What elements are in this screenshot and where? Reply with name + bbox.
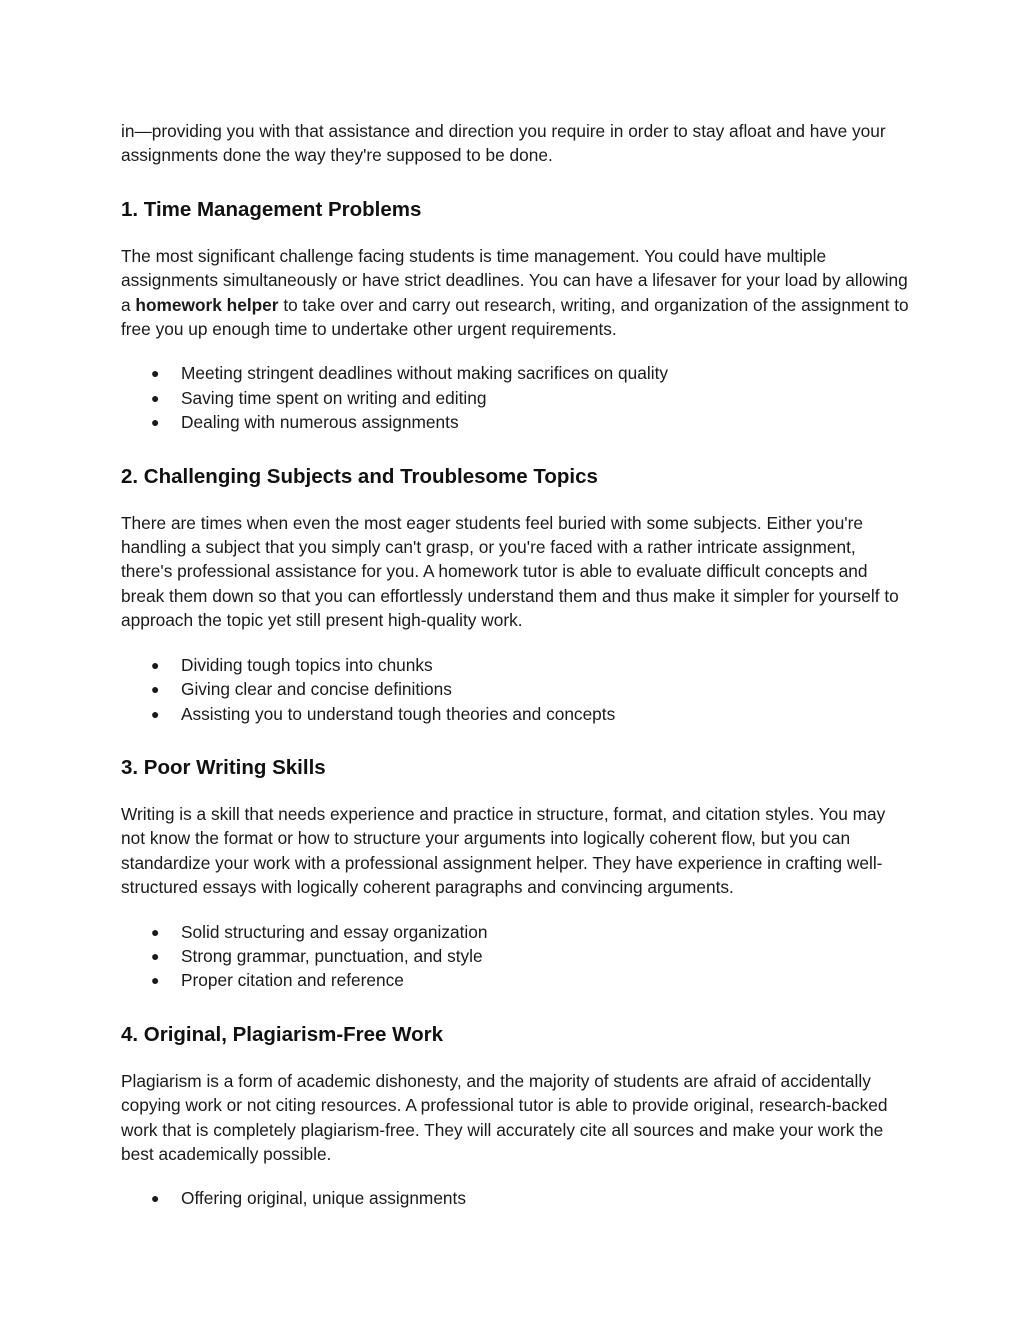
bullet-icon: ●	[151, 681, 160, 698]
bold-keyword: homework helper	[135, 294, 279, 315]
bullet-list	[121, 920, 911, 993]
section-challenging-subjects	[121, 464, 911, 726]
bullet-icon: ●	[151, 1190, 160, 1207]
list-item	[121, 968, 911, 992]
list-item-text: Solid structuring and essay organization	[181, 921, 488, 942]
paragraph-text: to take over and carry out research, writing, and organization of the assignment to free you up enough time to undertake other urgent requirements.	[121, 294, 909, 340]
bullet-icon: ●	[151, 947, 160, 964]
list-item-text: Giving clear and concise definitions	[181, 679, 452, 700]
bullet-icon: ●	[151, 923, 160, 940]
section-time-management	[121, 197, 911, 435]
section-heading: 2. Challenging Subjects and Troublesome Topics	[121, 464, 598, 488]
bullet-icon: ●	[151, 365, 160, 382]
bullet-list	[121, 361, 911, 434]
section-paragraph	[121, 244, 911, 342]
list-item	[121, 677, 911, 701]
document-page	[121, 119, 911, 1240]
list-item	[121, 361, 911, 385]
list-item-text: Meeting stringent deadlines without making sacrifices on quality	[181, 363, 669, 384]
bullet-icon: ●	[151, 414, 160, 431]
list-item	[121, 410, 911, 434]
list-item	[121, 653, 911, 677]
section-heading: 3. Poor Writing Skills	[121, 755, 326, 779]
section-paragraph: There are times when even the most eager students feel buried with some subjects. Either you're handling a subject that you simply can't grasp, or you're faced with a rather intricate assignment, there's professional assistance for you. A homework tutor is able to evaluate difficult concepts and break them down so that you can effortlessly understand them and thus make it simpler for yourself to approach the topic yet still present high-quality work.	[121, 512, 899, 631]
list-item-text: Strong grammar, punctuation, and style	[181, 945, 483, 966]
bullet-icon: ●	[151, 656, 160, 673]
list-item-text: Saving time spent on writing and editing	[181, 387, 487, 408]
bullet-icon: ●	[151, 972, 160, 989]
section-original-work	[121, 1022, 911, 1211]
list-item-text: Dividing tough topics into chunks	[181, 654, 433, 675]
bullet-icon: ●	[151, 389, 160, 406]
list-item	[121, 920, 911, 944]
list-item-text: Offering original, unique assignments	[181, 1188, 466, 1209]
section-heading: 1. Time Management Problems	[121, 197, 422, 221]
bullet-icon: ●	[151, 705, 160, 722]
section-writing-skills	[121, 755, 911, 993]
list-item-text: Dealing with numerous assignments	[181, 412, 459, 433]
intro-paragraph: in—providing you with that assistance and direction you require in order to stay afloat and have your assignments done the way they're supposed to be done.	[121, 121, 886, 166]
paragraph-text: The most significant challenge facing students is time management. You could have multiple assignments simultaneously or have strict deadlines. You can have a lifesaver for your load by allowing a	[121, 245, 908, 315]
section-paragraph: Plagiarism is a form of academic dishonesty, and the majority of students are afraid of accidentally copying work or not citing resources. A professional tutor is able to provide original, research-backed work that is completely plagiarism-free. They will accurately cite all sources and make your work the best academically possible.	[121, 1070, 888, 1164]
bullet-list	[121, 653, 911, 726]
list-item	[121, 702, 911, 726]
list-item	[121, 1186, 911, 1210]
list-item-text: Assisting you to understand tough theories and concepts	[181, 703, 616, 724]
list-item-text: Proper citation and reference	[181, 970, 404, 991]
section-heading: 4. Original, Plagiarism-Free Work	[121, 1022, 444, 1046]
list-item	[121, 386, 911, 410]
list-item	[121, 944, 911, 968]
bullet-list	[121, 1186, 911, 1210]
section-paragraph: Writing is a skill that needs experience and practice in structure, format, and citation styles. You may not know the format or how to structure your arguments into logically coherent flow, but you can standardize your work with a professional assignment helper. They have experience in crafting well-structured essays with logically coherent paragraphs and convincing arguments.	[121, 803, 886, 898]
